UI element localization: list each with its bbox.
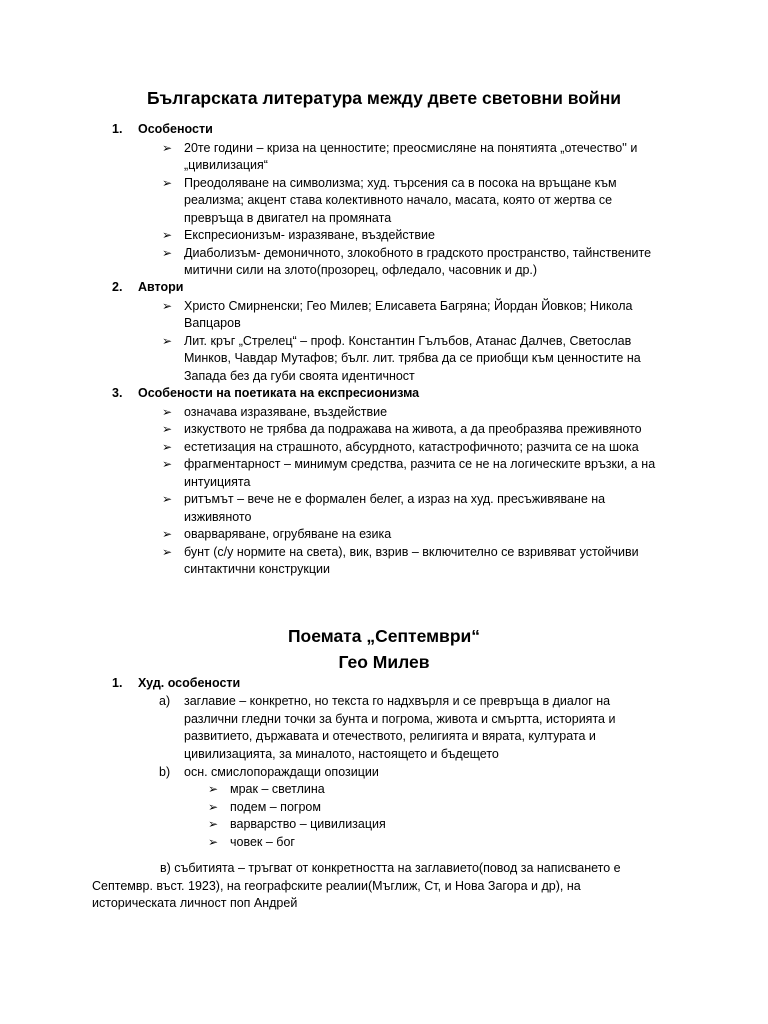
bullet-arrow-icon: ➢ xyxy=(162,544,173,559)
bullet-arrow-icon: ➢ xyxy=(208,817,219,831)
bullet-arrow-icon: ➢ xyxy=(162,527,173,541)
item-a-line: различни гледни точки за бунта и погрома, живота и смъртта, историята и xyxy=(184,711,616,726)
section-number: 1. xyxy=(112,122,123,136)
bullet-item xyxy=(184,404,387,422)
bullet-arrow-icon: ➢ xyxy=(162,422,173,436)
bullet-line: изживяното xyxy=(184,509,252,524)
bullet-arrow-icon: ➢ xyxy=(208,782,219,796)
bullet-line: Вапцаров xyxy=(184,316,241,330)
bullet-item xyxy=(184,227,435,245)
bullet-item xyxy=(184,245,651,280)
item-a-text xyxy=(184,693,615,763)
bullet-arrow-icon: ➢ xyxy=(162,404,173,419)
bullet-line: Христо Смирненски; Гео Милев; Елисавета Багряна; Йордан Йовков; Никола xyxy=(184,298,633,313)
bullet-arrow-icon: ➢ xyxy=(208,834,219,849)
bullet-arrow-icon: ➢ xyxy=(162,298,173,313)
bullet-arrow-icon: ➢ xyxy=(162,457,173,471)
paragraph-c-line: в) събитията – тръгват от конкретността на заглавието(повод за написването е xyxy=(160,861,621,875)
bullet-line: 20те години – криза на ценностите; преосмисляне на понятията „отечество'' и xyxy=(184,140,638,155)
bullet-arrow-icon: ➢ xyxy=(208,799,219,814)
bullet-item xyxy=(184,421,642,439)
bullet-arrow-icon: ➢ xyxy=(162,439,173,454)
bullet-line: бунт (с/у нормите на света), вик, взрив – включително се взривяват устойчиви xyxy=(184,544,639,559)
bullet-line: изкуството не трябва да подражава на живота, а да преобразява преживяното xyxy=(184,422,642,436)
opposition-item: варварство – цивилизация xyxy=(230,817,386,831)
bullet-item xyxy=(184,333,641,386)
paragraph-c xyxy=(92,860,621,913)
item-label-b: b) xyxy=(159,765,171,779)
document-title: Българската литература между двете световни войни xyxy=(146,88,622,108)
bullet-line: означава изразяване, въздействие xyxy=(184,404,388,419)
section-heading: Худ. особености xyxy=(138,676,241,690)
bullet-arrow-icon: ➢ xyxy=(162,140,173,155)
bullet-item xyxy=(184,544,639,579)
bullet-line: фрагментарност – минимум средства, разчита се не на логическите връзки, а на xyxy=(184,457,656,471)
opposition-item: мрак – светлина xyxy=(230,782,325,796)
bullet-line: Запада без да губи своята идентичност xyxy=(184,368,415,383)
opposition-item: човек – бог xyxy=(230,834,295,849)
item-label-a: a) xyxy=(159,694,171,708)
poem-title: Поемата „Септември“ xyxy=(287,626,481,646)
bullet-item xyxy=(184,439,639,457)
section-number: 3. xyxy=(112,386,123,400)
bullet-line: оварваряване, огрубяване на езика xyxy=(184,527,392,541)
bullet-line: Експресионизъм- изразяване, въздействие xyxy=(184,228,435,242)
item-a-line: развитието, държавата и отечеството, религията и вярата, културата и xyxy=(184,729,596,743)
bullet-line: митични сили на злото(прозорец, офледало, часовник и др.) xyxy=(184,263,538,277)
bullet-line: превръща в двигател на промяната xyxy=(184,210,392,225)
item-a-line: заглавие – конкретно, но текста го надхвърля и се превръща в диалог на xyxy=(184,694,611,708)
bullet-item xyxy=(184,140,637,175)
section-number: 2. xyxy=(112,280,123,294)
paragraph-c-line: историческата личност поп Андрей xyxy=(92,896,298,910)
bullet-arrow-icon: ➢ xyxy=(162,175,173,190)
bullet-line: реализма; акцент става колективното начало, масата, която от жертва се xyxy=(184,193,613,207)
item-a-line: цивилизацията, за миналото, настоящето и бъдещето xyxy=(184,746,499,761)
bullet-arrow-icon: ➢ xyxy=(162,245,173,260)
section-heading: Автори xyxy=(138,280,184,294)
section-heading: Особености xyxy=(138,122,213,136)
bullet-item xyxy=(184,175,617,228)
bullet-arrow-icon: ➢ xyxy=(162,333,173,348)
item-b-text: осн. смислопораждащи опозиции xyxy=(184,765,379,779)
bullet-line: Диаболизъм- демоничното, злокобното в градското пространство, тайнствените xyxy=(184,245,652,260)
bullet-arrow-icon: ➢ xyxy=(162,492,173,506)
bullet-line: Лит. кръг „Стрелец“ – проф. Константин Гълъбов, Атанас Далчев, Светослав xyxy=(184,333,632,348)
bullet-item xyxy=(184,491,605,526)
paragraph-c-line: Септемвр. въст. 1923), на географските реалии(Мъглиж, Ст, и Нова Загора и др), на xyxy=(92,878,581,893)
bullet-line: Преодоляване на символизма; худ. търсения са в посока на връщане към xyxy=(184,175,617,190)
bullet-line: интуицията xyxy=(184,474,251,489)
opposition-item: подем – погром xyxy=(230,799,321,814)
bullet-item xyxy=(184,298,632,333)
bullet-arrow-icon: ➢ xyxy=(162,228,173,242)
bullet-line: Минков, Чавдар Мутафов; бълг. лит. трябва да се приобщи към ценностите на xyxy=(184,351,641,365)
section-number: 1. xyxy=(112,676,123,690)
poem-author: Гео Милев xyxy=(338,652,430,672)
section-heading: Особености на поетиката на експресионизма xyxy=(138,386,420,400)
bullet-line: естетизация на страшното, абсурдното, катастрофичното; разчита се на шока xyxy=(184,439,639,454)
bullet-item xyxy=(184,456,655,491)
bullet-line: ритъмът – вече не е формален белег, а израз на худ. пресъживяване на xyxy=(184,492,606,506)
bullet-line: синтактични конструкции xyxy=(184,562,330,576)
bullet-item xyxy=(184,526,391,544)
bullet-line: „цивилизация“ xyxy=(184,158,268,172)
